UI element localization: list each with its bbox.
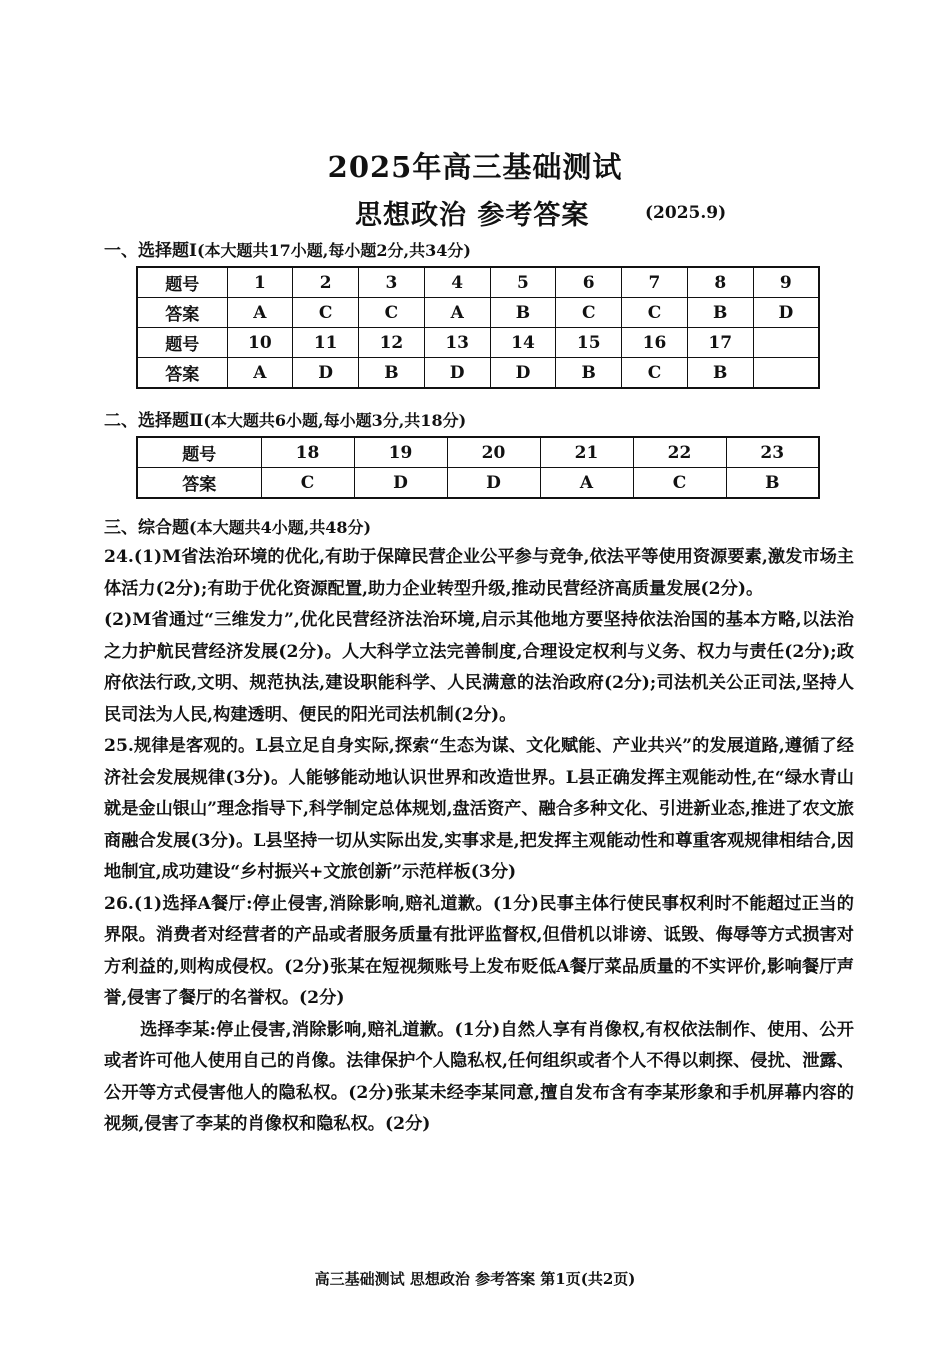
answer-cell: D: [490, 358, 556, 389]
empty-cell: [753, 358, 819, 389]
answer-cell: C: [261, 468, 354, 499]
answer-table-section2: [136, 436, 820, 499]
answer-cell: D: [424, 358, 490, 389]
question-number: 23: [726, 437, 819, 468]
exam-date: (2025.9): [645, 203, 727, 223]
answer-cell: A: [424, 298, 490, 328]
question-number: 19: [354, 437, 447, 468]
page-footer: 高三基础测试 思想政治 参考答案 第1页(共2页): [314, 1270, 636, 1288]
row-label: 答案: [137, 298, 227, 328]
question-number: 7: [622, 267, 688, 298]
question-number: 1: [227, 267, 293, 298]
answer-cell: C: [359, 298, 425, 328]
row-label: 题号: [137, 437, 261, 468]
question-number: 9: [753, 267, 819, 298]
answer-cell: D: [753, 298, 819, 328]
answer-cell: B: [687, 358, 753, 389]
answer-cell: D: [293, 358, 359, 389]
question-number: 5: [490, 267, 556, 298]
section2-note: (本大题共6小题,每小题3分,共18分): [203, 411, 467, 430]
answer-q26-part1-b: 选择李某:停止侵害,消除影响,赔礼道歉。(1分)自然人享有肖像权,有权依法制作、使用、公开或者许可他人使用自己的肖像。法律保护个人隐私权,任何组织或者个人不得以刺探、侵扰、泄露、公开等方式侵害他人的隐私权。(2分)张某未经李某同意,擅自发布含有李某形象和手机屏幕内容的视频,侵害了李某的肖像权和隐私权。(2分): [104, 1019, 854, 1134]
page-title: 2025年高三基础测试: [327, 150, 623, 184]
question-number: 22: [633, 437, 726, 468]
question-number: 8: [687, 267, 753, 298]
question-number: 3: [359, 267, 425, 298]
answer-cell: D: [354, 468, 447, 499]
row-label: 答案: [137, 468, 261, 499]
question-number: 14: [490, 328, 556, 358]
page-subtitle: 思想政治 参考答案: [355, 200, 590, 231]
answer-cell: C: [633, 468, 726, 499]
question-number: 18: [261, 437, 354, 468]
section3-heading: [104, 513, 371, 538]
row-label: 题号: [137, 267, 227, 298]
question-number: 12: [359, 328, 425, 358]
empty-cell: [753, 328, 819, 358]
answer-cell: A: [540, 468, 633, 499]
answer-cell: B: [726, 468, 819, 499]
answer-cell: C: [556, 298, 622, 328]
table-row: [137, 328, 819, 358]
row-label: 答案: [137, 358, 227, 389]
question-number: 21: [540, 437, 633, 468]
section1-note: (本大题共17小题,每小题2分,共34分): [196, 241, 471, 260]
answer-table-section1: [136, 266, 820, 389]
answer-cell: B: [687, 298, 753, 328]
answer-cell: A: [227, 358, 293, 389]
table-row: [137, 267, 819, 298]
answer-q25: 25.规律是客观的。L县立足自身实际,探索“生态为谋、文化赋能、产业共兴”的发展道路,遵循了经济社会发展规律(3分)。人能够能动地认识世界和改造世界。L县正确发挥主观能动性,在“绿水青山就是金山银山”理念指导下,科学制定总体规划,盘活资产、融合多种文化、引进新业态,推进了农文旅商融合发展(3分)。L县坚持一切从实际出发,实事求是,把发挥主观能动性和尊重客观规律相结合,因地制宜,成功建设“乡村振兴+文旅创新”示范样板(3分): [104, 736, 854, 882]
section3-note: (本大题共4小题,共48分): [189, 518, 372, 537]
answer-cell: C: [622, 298, 688, 328]
question-number: 11: [293, 328, 359, 358]
question-number: 13: [424, 328, 490, 358]
table-row: [137, 358, 819, 389]
answer-cell: C: [622, 358, 688, 389]
question-number: 16: [622, 328, 688, 358]
question-number: 4: [424, 267, 490, 298]
table-row: [137, 298, 819, 328]
answer-cell: D: [447, 468, 540, 499]
question-number: 6: [556, 267, 622, 298]
answer-q24-part1: 24.(1)M省法治环境的优化,有助于保障民营企业公平参与竞争,依法平等使用资源要素,激发市场主体活力(2分);有助于优化资源配置,助力企业转型升级,推动民营经济高质量发展(2分)。: [104, 547, 854, 599]
answer-cell: B: [556, 358, 622, 389]
answer-cell: B: [490, 298, 556, 328]
section3-title: 三、综合题: [104, 518, 189, 538]
question-number: 10: [227, 328, 293, 358]
question-number: 15: [556, 328, 622, 358]
section1-heading: [104, 236, 471, 261]
answer-cell: B: [359, 358, 425, 389]
section1-title: 一、选择题Ⅰ: [104, 241, 197, 261]
question-number: 17: [687, 328, 753, 358]
table-row: [137, 468, 819, 499]
question-number: 2: [293, 267, 359, 298]
section2-title: 二、选择题Ⅱ: [104, 411, 204, 431]
section2-heading: [104, 406, 466, 431]
essay-answers: [104, 542, 854, 1141]
question-number: 20: [447, 437, 540, 468]
row-label: 题号: [137, 328, 227, 358]
answer-cell: C: [293, 298, 359, 328]
answer-cell: A: [227, 298, 293, 328]
answer-q24-part2: (2)M省通过“三维发力”,优化民营经济法治环境,启示其他地方要坚持依法治国的基本方略,以法治之力护航民营经济发展(2分)。人大科学立法完善制度,合理设定权利与义务、权力与责任(2分);政府依法行政,文明、规范执法,建设职能科学、人民满意的法治政府(2分);司法机关公正司法,坚持人民司法为人民,构建透明、便民的阳光司法机制(2分)。: [104, 610, 854, 725]
answer-q26-part1-a: 26.(1)选择A餐厅:停止侵害,消除影响,赔礼道歉。(1分)民事主体行使民事权利时不能超过正当的界限。消费者对经营者的产品或者服务质量有批评监督权,但借机以诽谤、诋毁、侮辱等方式损害对方利益的,则构成侵权。(2分)张某在短视频账号上发布贬低A餐厅菜品质量的不实评价,影响餐厅声誉,侵害了餐厅的名誉权。(2分): [104, 893, 854, 1008]
table-row: [137, 437, 819, 468]
